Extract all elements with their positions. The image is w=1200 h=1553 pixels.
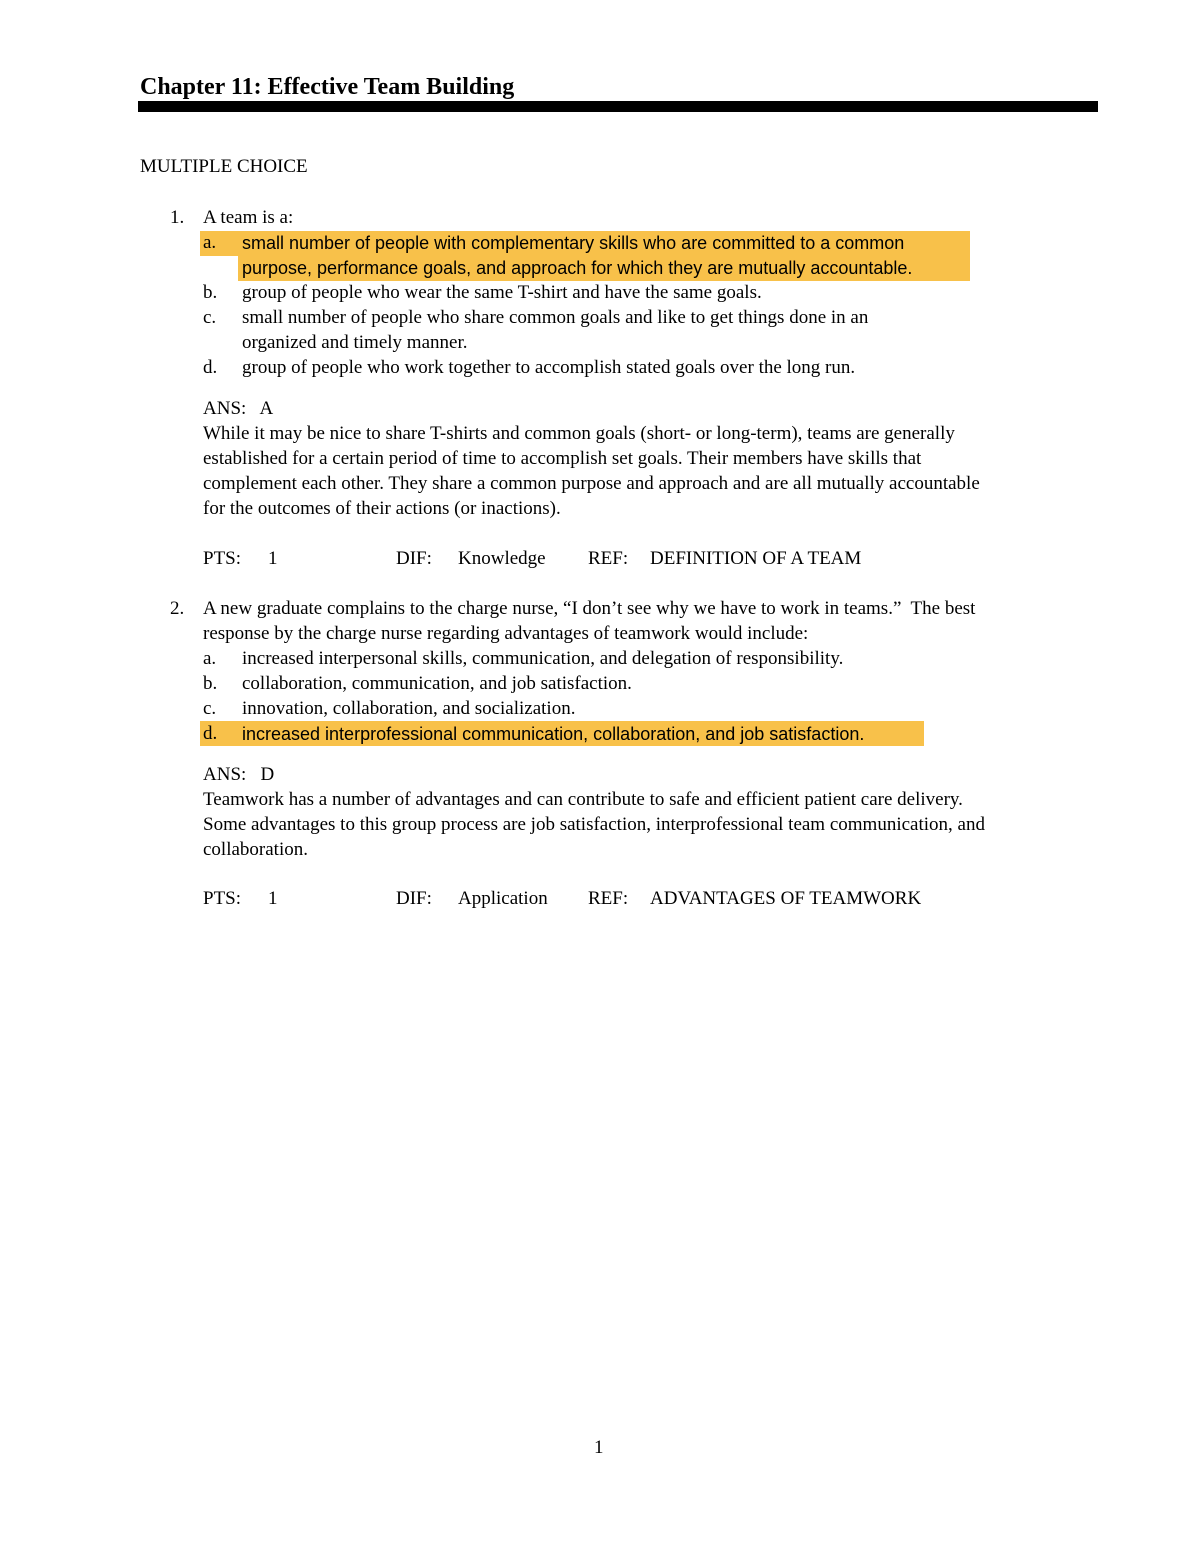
dif-label: DIF: [396,548,432,569]
rationale-line: for the outcomes of their actions (or inactions). [203,498,561,519]
option-text-line: group of people who wear the same T-shirt and have the same goals. [242,282,762,303]
option-letter: d. [203,357,218,378]
pts-label: PTS: [203,888,242,909]
option-letter: d. [203,723,218,744]
rationale-line: complement each other. They share a common purpose and approach and are all mutually accountable [203,473,980,494]
pts-value: 1 [268,548,278,569]
ref-value: DEFINITION OF A TEAM [650,548,862,569]
page-number: 1 [594,1437,604,1458]
option-letter: b. [203,282,218,303]
rationale-line: Some advantages to this group process are job satisfaction, interprofessional team communication, and [203,814,985,835]
option-letter: a. [203,648,217,669]
option-text-line: increased interpersonal skills, communication, and delegation of responsibility. [242,648,844,669]
answer-key: ANS: D [203,764,275,785]
question-stem-line: response by the charge nurse regarding advantages of teamwork would include: [203,623,809,644]
answer-key: ANS: A [203,398,274,419]
section-heading: MULTIPLE CHOICE [140,156,308,177]
title-rule [138,101,1098,112]
option-text-line: small number of people who share common goals and like to get things done in an [242,307,869,328]
chapter-title: Chapter 11: Effective Team Building [140,74,515,100]
rationale-line: established for a certain period of time to accomplish set goals. Their members have skills that [203,448,922,469]
option-text-line: organized and timely manner. [242,332,468,353]
dif-value: Knowledge [458,548,546,569]
question-number: 2. [170,598,185,619]
rationale-line: collaboration. [203,839,308,860]
dif-label: DIF: [396,888,432,909]
question-number: 1. [170,207,185,228]
ref-label: REF: [588,888,629,909]
question-stem-line: A team is a: [203,207,294,228]
pts-value: 1 [268,888,278,909]
option-letter: c. [203,307,217,328]
option-text-line: purpose, performance goals, and approach for which they are mutually accountable. [242,258,913,278]
dif-value: Application [458,888,548,909]
option-text-line: innovation, collaboration, and socialization. [242,698,576,719]
option-letter: c. [203,698,217,719]
option-text-line: group of people who work together to accomplish stated goals over the long run. [242,357,856,378]
option-letter: a. [203,232,217,253]
rationale-line: While it may be nice to share T-shirts and common goals (short- or long-term), teams are generally [203,423,955,444]
rationale-line: Teamwork has a number of advantages and can contribute to safe and efficient patient care delivery. [203,789,963,810]
option-text-line: small number of people with complementary skills who are committed to a common [242,233,905,253]
option-text-line: increased interprofessional communication, collaboration, and job satisfaction. [242,724,865,744]
question-stem-line: A new graduate complains to the charge nurse, “I don’t see why we have to work in teams.” The best [203,598,976,619]
ref-label: REF: [588,548,629,569]
pts-label: PTS: [203,548,242,569]
option-text-line: collaboration, communication, and job satisfaction. [242,673,632,694]
option-letter: b. [203,673,218,694]
ref-value: ADVANTAGES OF TEAMWORK [650,888,922,909]
